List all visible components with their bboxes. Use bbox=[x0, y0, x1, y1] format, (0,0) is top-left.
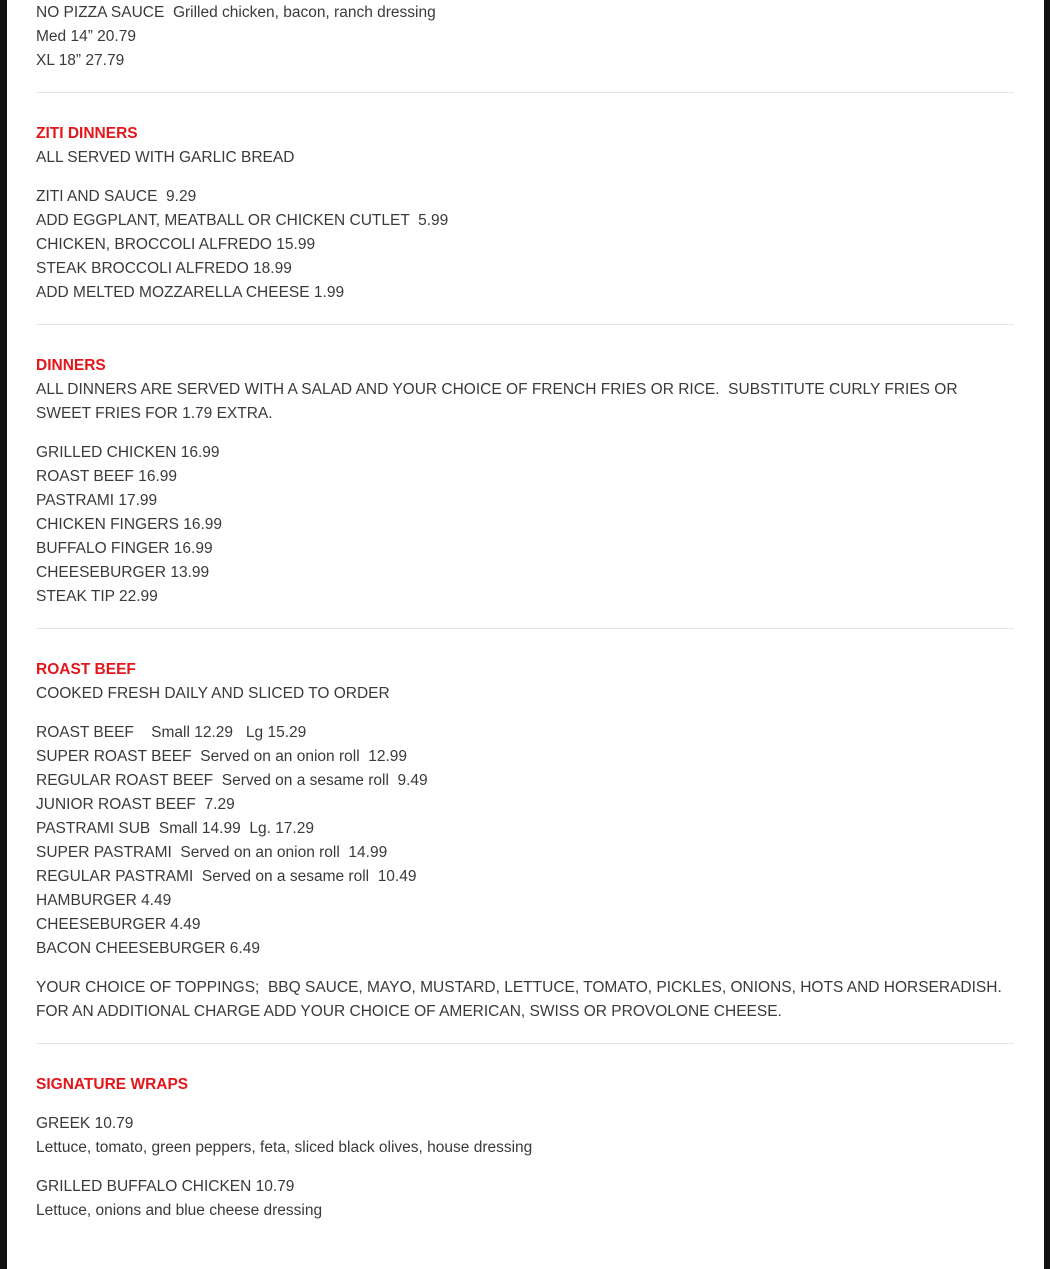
menu-item: BUFFALO FINGER 16.99 bbox=[36, 540, 213, 557]
pizza-price-medium: Med 14” 20.79 bbox=[36, 28, 136, 45]
menu-item: REGULAR PASTRAMI Served on a sesame roll 10.49 bbox=[36, 868, 417, 885]
section-heading-roast-beef: ROAST BEEF bbox=[36, 661, 136, 678]
section-divider bbox=[36, 1043, 1014, 1044]
menu-item: JUNIOR ROAST BEEF 7.29 bbox=[36, 796, 235, 813]
pizza-tail-section bbox=[36, 1, 1014, 73]
menu-content bbox=[36, 1, 1014, 1223]
menu-item: ADD EGGPLANT, MEATBALL OR CHICKEN CUTLET 5.99 bbox=[36, 212, 449, 229]
menu-page bbox=[7, 0, 1044, 1269]
ziti-dinners-section bbox=[36, 122, 1014, 305]
dinners-section bbox=[36, 354, 1014, 609]
menu-item: HAMBURGER 4.49 bbox=[36, 892, 172, 909]
menu-item: CHEESEBURGER 13.99 bbox=[36, 564, 210, 581]
section-heading-signature-wraps: SIGNATURE WRAPS bbox=[36, 1076, 189, 1093]
wrap-item-name: GRILLED BUFFALO CHICKEN 10.79 bbox=[36, 1178, 295, 1195]
menu-item: SUPER ROAST BEEF Served on an onion roll 12.99 bbox=[36, 748, 408, 765]
menu-item: CHICKEN FINGERS 16.99 bbox=[36, 516, 223, 533]
section-divider bbox=[36, 628, 1014, 629]
pizza-price-xl: XL 18” 27.79 bbox=[36, 52, 125, 69]
menu-item: PASTRAMI SUB Small 14.99 Lg. 17.29 bbox=[36, 820, 314, 837]
section-subheading: ALL SERVED WITH GARLIC BREAD bbox=[36, 149, 295, 166]
roast-beef-section bbox=[36, 658, 1014, 1024]
section-heading-dinners: DINNERS bbox=[36, 357, 106, 374]
menu-item: CHEESEBURGER 4.49 bbox=[36, 916, 201, 933]
menu-item: REGULAR ROAST BEEF Served on a sesame roll 9.49 bbox=[36, 772, 428, 789]
section-divider bbox=[36, 324, 1014, 325]
section-subheading: ALL DINNERS ARE SERVED WITH A SALAD AND YOUR CHOICE OF FRENCH FRIES OR RICE. SUBSTITUTE CURLY FRIES OR SWEET FRIES FOR 1.79 EXTRA. bbox=[36, 381, 962, 422]
menu-item: BACON CHEESEBURGER 6.49 bbox=[36, 940, 260, 957]
pizza-description: NO PIZZA SAUCE Grilled chicken, bacon, ranch dressing bbox=[36, 4, 436, 21]
section-divider bbox=[36, 92, 1014, 93]
section-subheading: COOKED FRESH DAILY AND SLICED TO ORDER bbox=[36, 685, 390, 702]
menu-item: ADD MELTED MOZZARELLA CHEESE 1.99 bbox=[36, 284, 345, 301]
wrap-item-description: Lettuce, tomato, green peppers, feta, sliced black olives, house dressing bbox=[36, 1139, 533, 1156]
signature-wraps-section bbox=[36, 1073, 1014, 1223]
menu-item: STEAK TIP 22.99 bbox=[36, 588, 158, 605]
menu-item: SUPER PASTRAMI Served on an onion roll 14.99 bbox=[36, 844, 388, 861]
menu-item: STEAK BROCCOLI ALFREDO 18.99 bbox=[36, 260, 292, 277]
menu-item: CHICKEN, BROCCOLI ALFREDO 15.99 bbox=[36, 236, 316, 253]
menu-item: GRILLED CHICKEN 16.99 bbox=[36, 444, 220, 461]
section-heading-ziti-dinners: ZITI DINNERS bbox=[36, 125, 138, 142]
menu-item: ROAST BEEF Small 12.29 Lg 15.29 bbox=[36, 724, 307, 741]
wrap-item-description: Lettuce, onions and blue cheese dressing bbox=[36, 1202, 323, 1219]
menu-item: PASTRAMI 17.99 bbox=[36, 492, 158, 509]
toppings-note: YOUR CHOICE OF TOPPINGS; BBQ SAUCE, MAYO, MUSTARD, LETTUCE, TOMATO, PICKLES, ONIONS, HOTS AND HORSERADISH. FOR AN ADDITIONAL CHARGE ADD YOUR CHOICE OF AMERICAN, SWISS OR PROVOLONE CHEESE. bbox=[36, 979, 1007, 1020]
wrap-item-name: GREEK 10.79 bbox=[36, 1115, 134, 1132]
menu-item: ZITI AND SAUCE 9.29 bbox=[36, 188, 197, 205]
menu-item: ROAST BEEF 16.99 bbox=[36, 468, 177, 485]
